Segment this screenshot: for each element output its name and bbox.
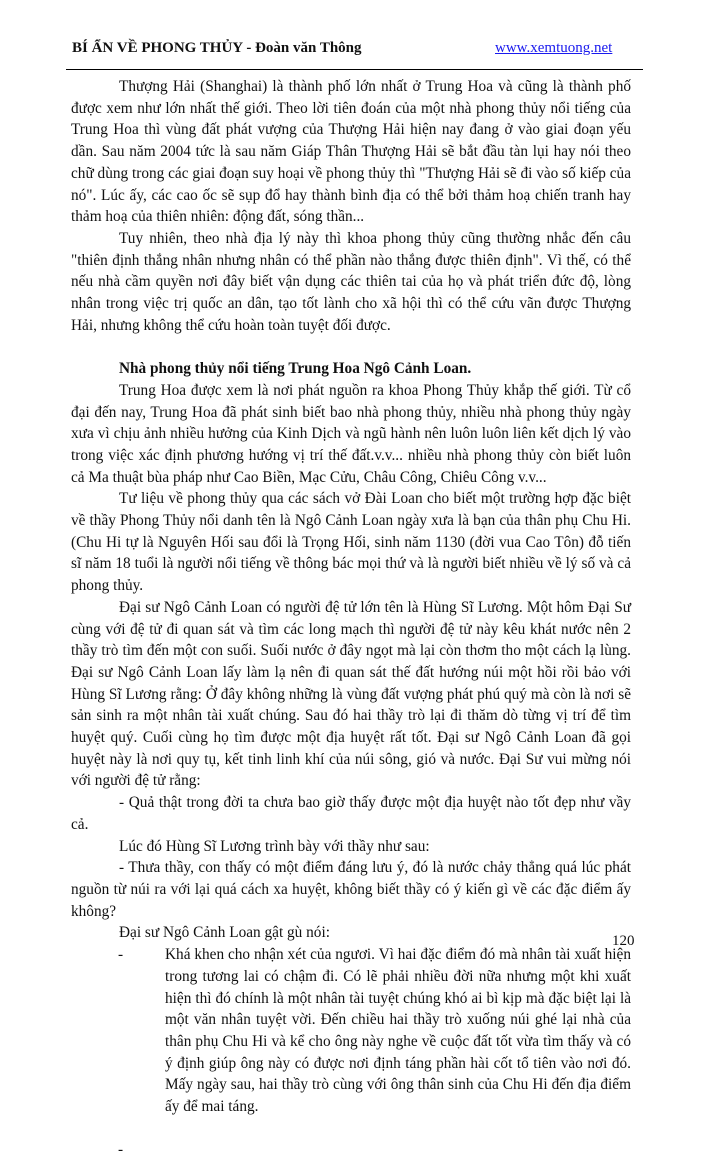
- paragraph: Đại sư Ngô Cảnh Loan gật gù nói:: [119, 924, 330, 942]
- paragraph: Trung Hoa được xem là nơi phát nguồn ra khoa Phong Thủy khắp thế giới. Từ cổ đại đến nay, Trung Hoa đã phát sinh biết bao nhà phong thủy, nhiều nhà phong thủy ngày xưa vì chịu ảnh nhiều hưởng của Kinh Dịch và ngũ hành nên luôn luôn liên kết dịch lý vào trong việc xác định phương hướng vị trí thế đất.v.v... nhiều nhà phong thủy còn biết luôn cả Ma thuật bùa pháp như Cao Biền, Mạc Cửu, Châu Công, Chiêu Công v.v...: [71, 381, 631, 486]
- list-item-text: [165, 1139, 631, 1161]
- paragraph: Thượng Hải (Shanghai) là thành phố lớn nhất ở Trung Hoa và cũng là thành phố được xem như lớn nhất thế giới. Theo lời tiên đoán của một nhà phong thủy nổi tiếng của Trung Hoa thì vùng đất phát vượng của Thượng Hải hiện nay đang ở vào giai đoạn yếu dần. Sau năm 2004 tức là sau năm Giáp Thân Thượng Hải sẽ bắt đầu tàn lụi hay nói theo chữ dùng trong các giai đoạn suy hoại về phong thủy thì "Thượng Hải sẽ đi vào số kiếp của nó". Lúc ấy, các cao ốc sẽ sụp đổ hay thành bình địa có thể bởi thảm hoạ chiến tranh hay thảm hoạ của thiên nhiên: động đất, sóng thần...: [71, 78, 631, 226]
- section-heading: Nhà phong thủy nổi tiếng Trung Hoa Ngô Cảnh Loan.: [119, 360, 472, 378]
- list-item: [71, 944, 631, 1118]
- header-title: BÍ ẨN VỀ PHONG THỦY - Đoàn văn Thông: [72, 40, 362, 56]
- document-body: [71, 76, 631, 1161]
- paragraph: Tư liệu về phong thủy qua các sách vở Đài Loan cho biết một trường hợp đặc biệt về thầy Phong Thủy nổi danh tên là Ngô Cảnh Loan ngày xưa là bạn của thân phụ Chu Hi. (Chu Hi tự là Nguyên Hối sau đổi là Trọng Hối, sinh năm 1130 (đời vua Cao Tôn) đỗ tiến sĩ năm 18 tuổi là người nổi tiếng về thông bác mọi thứ và là người biết nhiều về lý số và cả phong thủy.: [71, 490, 631, 595]
- list-dash: -: [118, 1141, 124, 1159]
- dialogue-line: - Thưa thầy, con thấy có một điểm đáng lưu ý, đó là nước chảy thẳng quá lúc phát nguồn từ núi ra với lại quá cách xa huyệt, không biết thầy có ý kiến gì về các đặc điểm ấy không?: [71, 859, 631, 920]
- header-divider: [66, 69, 643, 70]
- paragraph: Lúc đó Hùng Sĩ Lương trình bày với thầy như sau:: [119, 837, 430, 855]
- list-dash: -: [118, 946, 124, 964]
- list-item: [71, 1139, 631, 1161]
- page-number: 120: [612, 933, 635, 949]
- page-header: [72, 40, 632, 62]
- website-link[interactable]: www.xemtuong.net: [495, 40, 613, 56]
- paragraph: Đại sư Ngô Cảnh Loan có người đệ tử lớn tên là Hùng Sĩ Lương. Một hôm Đại Sư cùng với đệ tử đi quan sát và tìm các long mạch thì người đệ tử này kêu khát nước nên 2 thầy trò tìm đến một con suối. Suối nước ở đây ngọt mà lại còn thơm tho một cách lạ lùng. Đại sư Ngô Cảnh Loan lấy làm lạ nên đi quan sát thế đất hướng núi một hồi rồi bảo với Hùng Sĩ Lương rằng: Ở đây không những là vùng đất vượng phát phú quý mà còn là nơi sẽ sản sinh ra một nhân tài xuất chúng. Sau đó hai thầy trò lại đi thăm dò từng vị trí để tìm huyệt quý. Cuối cùng họ tìm được một địa huyệt rất tốt. Đại sư Ngô Cảnh Loan đã gọi huyệt này là nơi quy tụ, kết tinh linh khí của núi sông, gió và nước. Đại Sư vui mừng nói với người đệ tử rằng:: [71, 598, 631, 790]
- list-item-text: Khá khen cho nhận xét của ngươi. Vì hai đặc điểm đó mà nhân tài xuất hiện trong tương lai có chậm đi. Có lẽ phải nhiều đời nữa nhưng một khi xuất hiện thì đó chính là một nhân tài tuyệt chúng khó ai bì kịp mà đặc biệt lại là một văn nhân tuyệt vời. Đến chiều hai thầy trò xuống núi ghé lại nhà của thân phụ Chu Hi và kể cho ông này nghe về cuộc đất tốt vừa tìm thấy và có ý định giúp ông này có được nơi định táng phần hài cốt tổ tiên vào nơi đó. Mấy ngày sau, hai thầy trò cùng với ông thân sinh của Chu Hi đến địa điểm ấy để mai táng.: [165, 946, 631, 1116]
- dialogue-line: - Quả thật trong đời ta chưa bao giờ thấy được một địa huyệt nào tốt đẹp như vầy cả.: [71, 794, 631, 833]
- paragraph: Tuy nhiên, theo nhà địa lý này thì khoa phong thủy cũng thường nhắc đến câu "thiên định thắng nhân nhưng nhân có thể phần nào thắng được thiên định". Vì thế, có thể nếu nhà cầm quyền nơi đây biết vận dụng các thiên tai của họ và phát triển đức độ, lòng nhân trong việc trị quốc an dân, tạo tốt lành cho xã hội thì có thể cứu vãn được Thượng Hải, nhưng không thể cứu hoàn toàn tuyệt đối được.: [71, 229, 631, 334]
